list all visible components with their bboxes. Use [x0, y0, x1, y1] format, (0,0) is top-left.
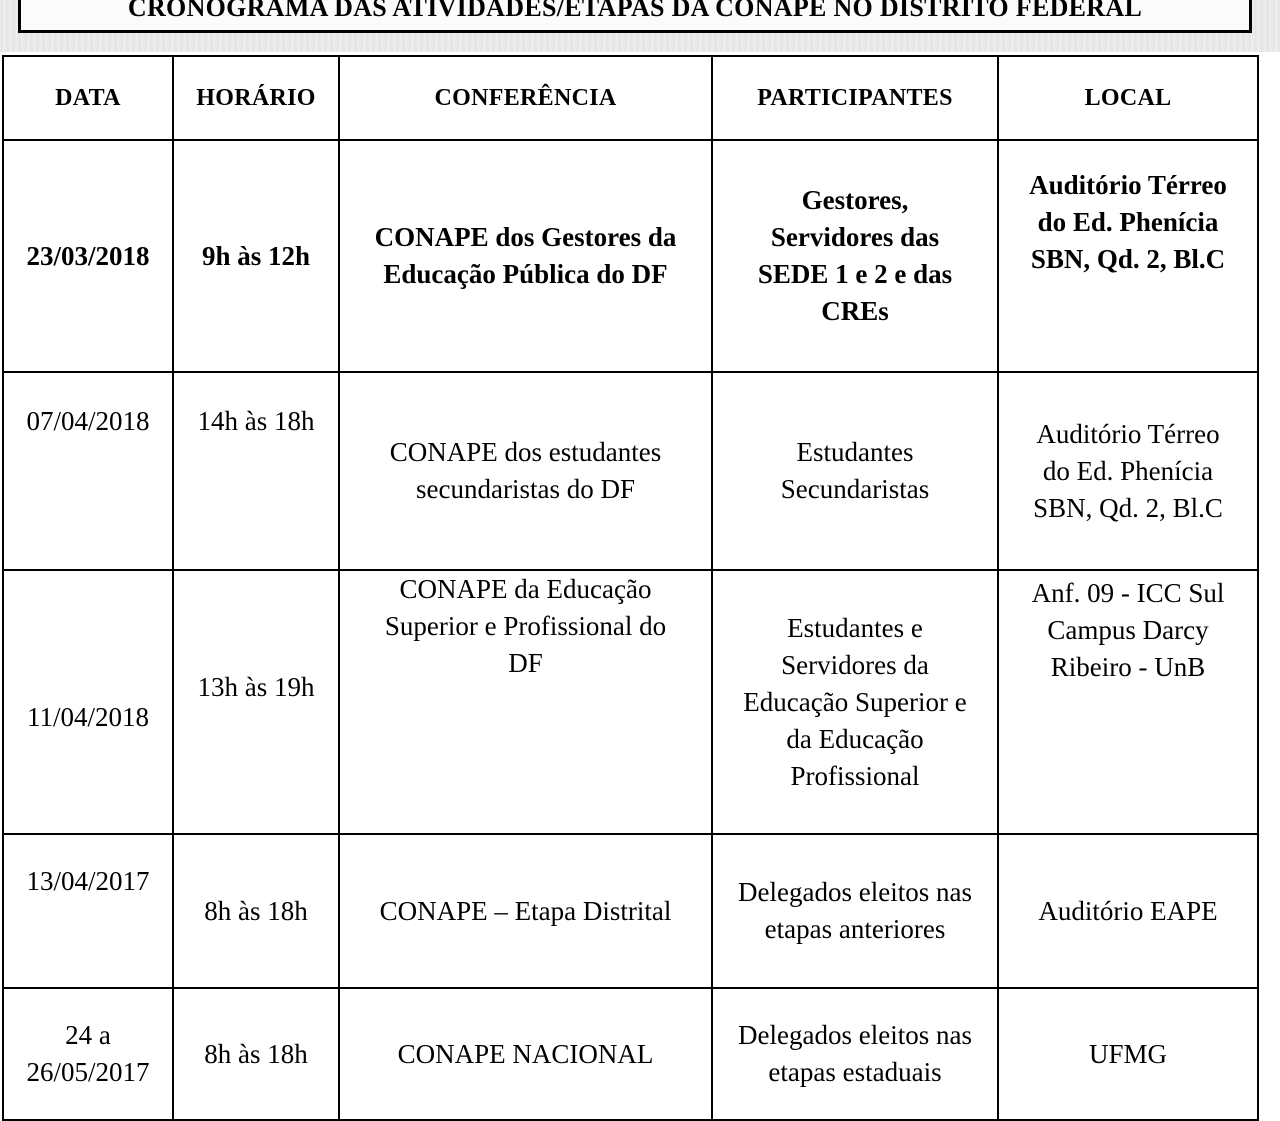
- cell-data: 07/04/2018: [3, 372, 173, 570]
- cell-local: [998, 372, 1258, 570]
- cell-line: Ribeiro - UnB: [1050, 652, 1206, 682]
- cell-line: SBN, Qd. 2, Bl.C: [1030, 244, 1226, 274]
- cell-horario: 9h às 12h: [173, 140, 339, 372]
- header-conferencia: CONFERÊNCIA: [339, 56, 712, 140]
- schedule-table: [2, 55, 1259, 1121]
- cell-local: [998, 570, 1258, 834]
- cell-line: 24 a: [65, 1020, 111, 1050]
- table-row: [3, 570, 1258, 834]
- cell-line: etapas estaduais: [768, 1057, 942, 1087]
- cell-line: Anf. 09 - ICC Sul: [1031, 578, 1225, 608]
- header-data: DATA: [3, 56, 173, 140]
- cell-line: CONAPE dos Gestores da: [374, 222, 677, 252]
- cell-data: 23/03/2018: [3, 140, 173, 372]
- cell-participantes: [712, 834, 998, 988]
- cell-data: 11/04/2018: [3, 570, 173, 834]
- cell-line: CONAPE dos estudantes: [389, 437, 662, 467]
- cell-line: Servidores das: [770, 222, 940, 252]
- cell-local: [998, 834, 1258, 988]
- cell-local: [998, 988, 1258, 1120]
- cell-conferencia: [339, 570, 712, 834]
- cell-participantes: [712, 372, 998, 570]
- table-header-row: [3, 56, 1258, 140]
- cell-conferencia: [339, 834, 712, 988]
- cell-line: Educação Superior e: [743, 686, 967, 717]
- cell-line: Campus Darcy: [1047, 615, 1209, 645]
- table-row: [3, 140, 1258, 372]
- cell-line: Auditório EAPE: [1038, 895, 1218, 926]
- cell-line: Gestores,: [801, 185, 909, 215]
- cell-line: Educação Pública do DF: [383, 259, 668, 289]
- cell-line: SEDE 1 e 2 e das: [757, 259, 953, 289]
- document-title: CRONOGRAMA DAS ATIVIDADES/ETAPAS DA CONAPE NO DISTRITO FEDERAL: [127, 0, 1143, 22]
- cell-line: UFMG: [1088, 1038, 1168, 1069]
- cell-horario: 8h às 18h: [173, 988, 339, 1120]
- cell-line: Estudantes e: [787, 612, 923, 643]
- cell-data: 13/04/2017: [3, 834, 173, 988]
- cell-line: SBN, Qd. 2, Bl.C: [1033, 492, 1223, 523]
- cell-line: do Ed. Phenícia: [1042, 455, 1214, 486]
- cell-line: 26/05/2017: [26, 1057, 150, 1087]
- cell-line: Secundaristas: [780, 474, 930, 504]
- cell-local: [998, 140, 1258, 372]
- cell-line: Servidores da: [781, 649, 929, 680]
- cell-line: DF: [508, 648, 543, 678]
- cell-participantes: [712, 988, 998, 1120]
- cell-line: Auditório Térreo: [1036, 418, 1220, 449]
- cell-data: [3, 988, 173, 1120]
- cell-line: Auditório Térreo: [1029, 170, 1227, 200]
- cell-line: secundaristas do DF: [416, 474, 635, 504]
- cell-line: Profissional: [790, 760, 920, 791]
- cell-line: CREs: [821, 296, 889, 326]
- cell-horario: 8h às 18h: [173, 834, 339, 988]
- header-participantes: PARTICIPANTES: [712, 56, 998, 140]
- cell-line: CONAPE da Educação: [399, 574, 652, 604]
- table-row: [3, 834, 1258, 988]
- table-row: [3, 372, 1258, 570]
- cell-horario: 14h às 18h: [173, 372, 339, 570]
- header-horario: HORÁRIO: [173, 56, 339, 140]
- cell-line: Estudantes: [796, 437, 914, 467]
- cell-participantes: [712, 140, 998, 372]
- cell-line: da Educação: [786, 723, 924, 754]
- cell-line: Superior e Profissional do: [384, 611, 667, 641]
- cell-line: Delegados eleitos nas: [738, 877, 972, 907]
- cell-participantes: [712, 570, 998, 834]
- cell-horario: 13h às 19h: [173, 570, 339, 834]
- cell-line: Delegados eleitos nas: [738, 1020, 972, 1050]
- title-box: [18, 0, 1252, 33]
- cell-line: CONAPE – Etapa Distrital: [379, 895, 672, 926]
- cell-line: do Ed. Phenícia: [1037, 207, 1219, 237]
- cell-conferencia: [339, 372, 712, 570]
- cell-line: CONAPE NACIONAL: [397, 1038, 654, 1069]
- cell-conferencia: [339, 140, 712, 372]
- table-row: [3, 988, 1258, 1120]
- cell-line: etapas anteriores: [764, 914, 946, 944]
- cell-conferencia: [339, 988, 712, 1120]
- header-local: LOCAL: [998, 56, 1258, 140]
